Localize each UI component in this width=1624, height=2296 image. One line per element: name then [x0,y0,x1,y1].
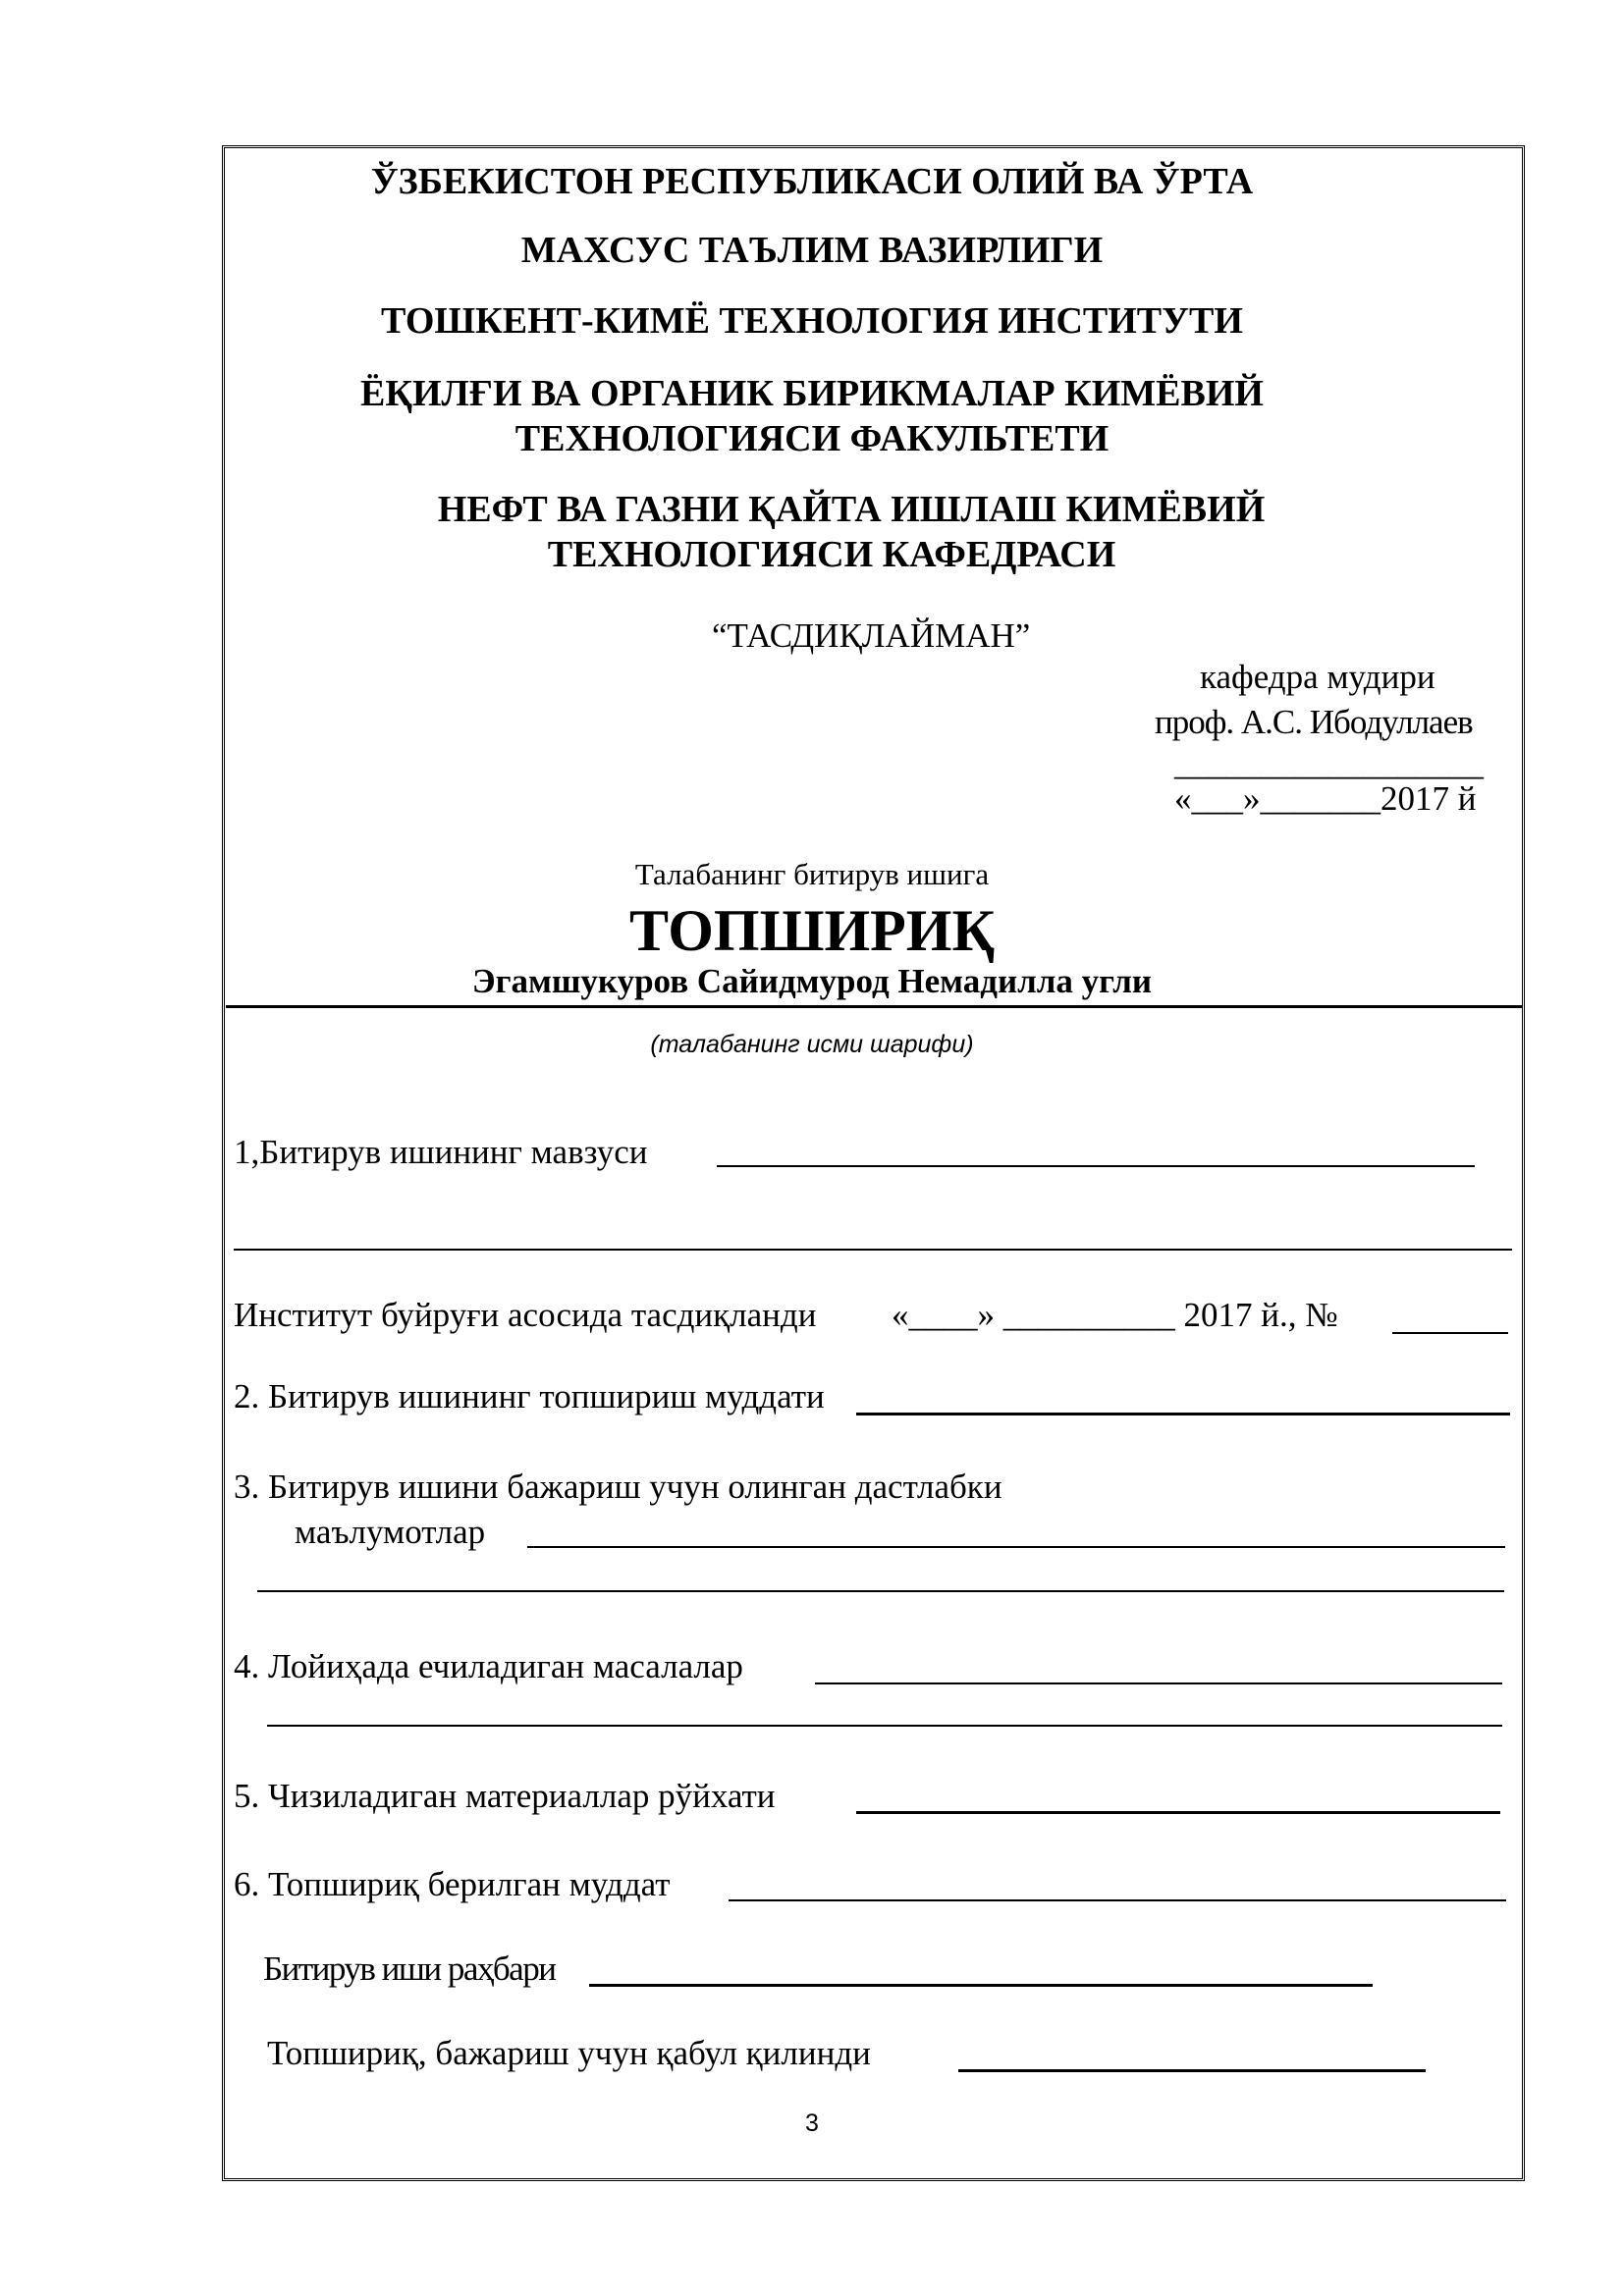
approval-name: проф. А.С. Ибодуллаев [1155,703,1473,741]
supervisor-label: Битирув иши раҳбари [263,1949,556,1988]
accepted-fill-line[interactable] [958,2069,1426,2072]
approval-role: кафедра мудири [1200,658,1435,696]
approval-date: «___»_______2017 й [1174,779,1477,818]
student-name: Эгамшукуров Сайидмурод Немадилла угли [471,962,1153,1000]
ministry-line-2: МАХСУС ТАЪЛИМ ВАЗИРЛИГИ [520,230,1104,271]
approval-title: “ТАСДИҚЛАЙМАН” [712,616,1031,655]
header-separator [226,1005,1522,1008]
order-date: «____» __________ 2017 й., № [892,1296,1338,1334]
topic-label: 1,Битирув ишининг мавзуси [234,1133,648,1171]
initial-data-fill-line[interactable] [527,1546,1505,1548]
topic-fill-line-2[interactable] [234,1249,1512,1251]
order-number-line[interactable] [1392,1332,1508,1334]
deadline-label: 2. Битирув ишининг топшириш муддати [234,1377,825,1415]
problems-fill-line[interactable] [815,1682,1502,1684]
topic-fill-line[interactable] [717,1165,1475,1167]
assignment-title: ТОПШИРИҚ [629,898,995,963]
deadline-fill-line[interactable] [856,1413,1510,1415]
issued-label: 6. Топшириқ берилган муддат [234,1865,671,1903]
problems-fill-line-2[interactable] [267,1725,1502,1727]
student-name-caption: (талабанинг исми шарифи) [650,1031,974,1058]
approval-signature-line: __________________ [1174,744,1484,782]
order-label: Институт буйруғи асосида тасдиқланди [234,1296,817,1334]
accepted-label: Топшириқ, бажариш учун қабул қилинди [267,2034,871,2072]
assignment-subtitle: Талабанинг битирув ишига [634,857,990,891]
supervisor-fill-line[interactable] [589,1984,1373,1987]
initial-data-label-cont: маълумотлар [295,1513,486,1551]
department-line-1: НЕФТ ВА ГАЗНИ ҚАЙТА ИШЛАШ КИМЁВИЙ [437,489,1266,530]
ministry-line-1: ЎЗБЕКИСТОН РЕСПУБЛИКАСИ ОЛИЙ ВА ЎРТА [370,161,1254,202]
drawings-label: 5. Чизиладиган материаллар рўйхати [234,1777,776,1815]
institute-name: ТОШКЕНТ-КИМЁ ТЕХНОЛОГИЯ ИНСТИТУТИ [381,300,1243,342]
faculty-line-1: ЁҚИЛҒИ ВА ОРГАНИК БИРИКМАЛАР КИМЁВИЙ [360,373,1264,414]
page-number: 3 [805,2109,819,2137]
problems-label: 4. Лойиҳада ечиладиган масалалар [234,1647,743,1685]
initial-data-fill-line-2[interactable] [257,1590,1504,1592]
drawings-fill-line[interactable] [856,1811,1500,1814]
department-line-2: ТЕХНОЛОГИЯСИ КАФЕДРАСИ [547,534,1116,575]
faculty-line-2: ТЕХНОЛОГИЯСИ ФАКУЛЬТЕТИ [514,418,1110,459]
issued-fill-line[interactable] [729,1899,1506,1901]
initial-data-label: 3. Битирув ишини бажариш учун олинган дастлабки [234,1468,1002,1506]
